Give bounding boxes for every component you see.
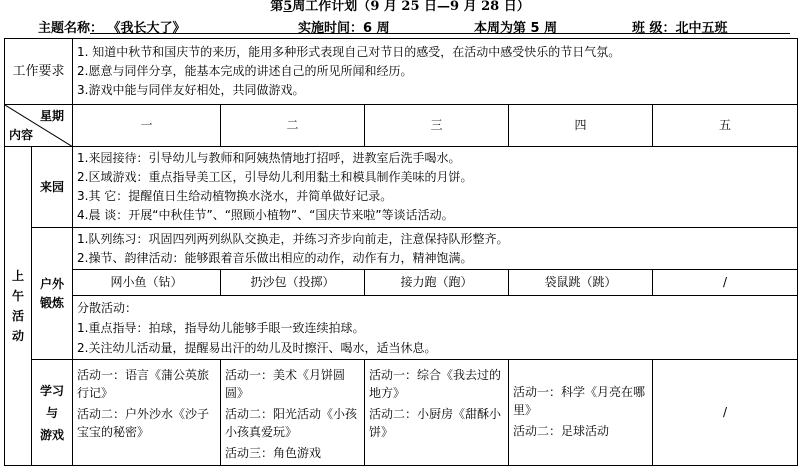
current-week: 本周为第 5 周 bbox=[474, 21, 558, 36]
activity-item: 活动二：足球活动 bbox=[513, 423, 610, 438]
game-fri: / bbox=[653, 270, 798, 296]
requirements-row bbox=[5, 39, 798, 105]
theme-name: 主题名称： 《我长大了》 bbox=[38, 21, 186, 36]
requirements-list bbox=[73, 39, 798, 105]
implementation-time: 实施时间：6 周 bbox=[298, 21, 390, 36]
learning-tue bbox=[221, 360, 365, 466]
requirement-item: 2.愿意与同伴分享，能基本完成的讲述自己的所见所闻和经历。 bbox=[77, 64, 413, 78]
arrival-list bbox=[73, 147, 798, 228]
drill-item: 1.队列练习：巩固四列两列纵队交换走，并练习齐步向前走，注意保持队形整齐。 bbox=[77, 231, 509, 246]
outdoor-drills-row bbox=[5, 228, 798, 270]
class-name: 班 级：北中五班 bbox=[632, 21, 728, 36]
game-wed: 接力跑（跑） bbox=[365, 270, 509, 296]
outdoor-drills bbox=[73, 228, 798, 270]
arrival-item: 3.其 它：提醒值日生给动植物换水浇水，并简单做好记录。 bbox=[77, 189, 393, 203]
week-number: 5 bbox=[283, 0, 293, 14]
game-tue: 扔沙包（投掷） bbox=[221, 270, 365, 296]
activity-item: 活动一：语言《蒲公英旅行记》 bbox=[77, 368, 210, 400]
requirement-item: 1. 知道中秋节和国庆节的来历，能用多种形式表现自己对节日的感受，在活动中感受快乐的节日气氛。 bbox=[77, 45, 621, 59]
requirements-label: 工作要求 bbox=[5, 39, 73, 105]
free-activity-item: 分散活动： bbox=[77, 300, 138, 315]
game-thu: 袋鼠跳（跳） bbox=[509, 270, 653, 296]
learning-thu bbox=[509, 360, 653, 466]
learning-label: 学习 与 游戏 bbox=[32, 360, 73, 466]
arrival-label: 来园 bbox=[32, 147, 73, 228]
info-underline bbox=[90, 33, 790, 34]
weekday-label: 星期 bbox=[40, 109, 65, 123]
weekday-header-row bbox=[5, 105, 798, 147]
activity-item: 活动二：户外沙水《沙子宝宝的秘密》 bbox=[77, 407, 210, 439]
activity-item: 活动三：角色游戏 bbox=[225, 446, 322, 460]
free-activity-item: 1.重点指导：拍球，指导幼儿能够手眼一致连续拍球。 bbox=[77, 320, 365, 335]
free-activity-list bbox=[73, 296, 798, 360]
arrival-item: 1.来园接待：引导幼儿与教师和阿姨热情地打招呼，进教室后洗手喝水。 bbox=[77, 151, 461, 165]
outdoor-label: 户外 锻炼 bbox=[32, 228, 73, 360]
activity-item: 活动二：小厨房《甜酥小饼》 bbox=[369, 407, 502, 439]
page-title: 第5周工作计划（9 月 25 日—9 月 28 日） bbox=[270, 0, 530, 14]
drill-item: 2.操节、韵律活动：能够跟着音乐做出相应的动作，动作有力，精神饱满。 bbox=[77, 250, 473, 265]
morning-activities-label: 上 午 活 动 bbox=[5, 147, 32, 466]
learning-fri: / bbox=[653, 360, 798, 466]
day-header-thu: 四 bbox=[509, 105, 653, 147]
activity-item: 活动一：科学《月亮在哪里》 bbox=[513, 384, 646, 417]
game-mon: 网小鱼（钻） bbox=[73, 270, 221, 296]
outdoor-free-row bbox=[5, 296, 798, 360]
weekly-plan-table bbox=[4, 38, 798, 466]
free-activity-item: 2.关注幼儿活动量，提醒易出汗的幼儿及时擦汗、喝水，适当休息。 bbox=[77, 340, 437, 355]
info-bar bbox=[0, 14, 800, 34]
arrival-row bbox=[5, 147, 798, 228]
day-header-wed: 三 bbox=[365, 105, 509, 147]
requirement-item: 3.游戏中能与同伴友好相处，共同做游戏。 bbox=[77, 83, 305, 97]
activity-item: 活动一：美术《月饼圆圆》 bbox=[225, 368, 346, 400]
outdoor-games-row bbox=[5, 270, 798, 296]
day-header-mon: 一 bbox=[73, 105, 221, 147]
day-header-fri: 五 bbox=[653, 105, 798, 147]
day-header-tue: 二 bbox=[221, 105, 365, 147]
content-label: 内容 bbox=[9, 128, 34, 142]
learning-row bbox=[5, 360, 798, 466]
learning-wed bbox=[365, 360, 509, 466]
arrival-item: 4.晨 谈：开展“中秋佳节”、“照顾小植物”、“国庆节来啦”等谈话活动。 bbox=[77, 208, 454, 222]
header-diagonal-cell bbox=[5, 105, 73, 147]
date-range: （9 月 25 日—9 月 28 日） bbox=[357, 0, 530, 14]
learning-mon bbox=[73, 360, 221, 466]
activity-item: 活动二：阳光活动《小孩小孩真爱玩》 bbox=[225, 407, 358, 439]
activity-item: 活动一：综合《我去过的地方》 bbox=[369, 368, 502, 400]
arrival-item: 2.区域游戏：重点指导美工区，引导幼儿利用黏土和模具制作美味的月饼。 bbox=[77, 170, 473, 184]
